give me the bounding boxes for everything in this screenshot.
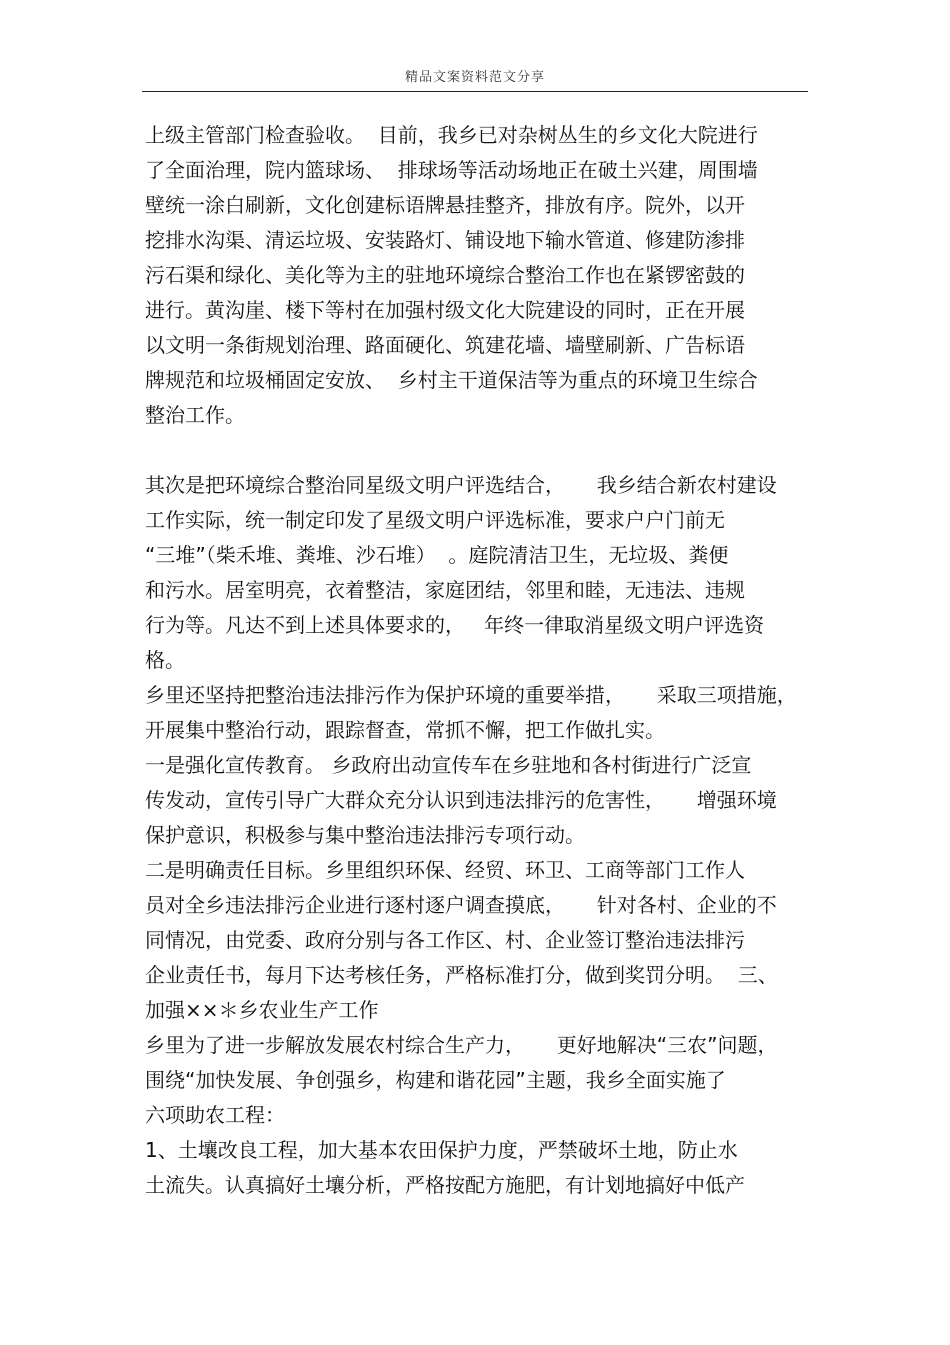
text-line: 乡里为了进一步解放发展农村综合生产力， 更好地解决“三农”问题，: [145, 1033, 778, 1057]
text-line: 其次是把环境综合整治同星级文明户评选结合， 我乡结合新农村建设: [145, 473, 777, 497]
text-line: 以文明一条街规划治理、路面硬化、筑建花墙、墙壁刷新、广告标语: [145, 333, 745, 357]
text-line: 传发动，宣传引导广大群众充分认识到违法排污的危害性， 增强环境: [145, 788, 777, 812]
header-rule: [142, 91, 808, 92]
paragraph-gap: [145, 433, 815, 468]
text-line: 整治工作。: [145, 403, 245, 427]
text-line: 污石渠和绿化、美化等为主的驻地环境综合整治工作也在紧锣密鼓的: [145, 263, 745, 287]
text-line: 行为等。凡达不到上述具体要求的， 年终一律取消星级文明户评选资: [145, 613, 765, 637]
text-line: 进行。黄沟崖、楼下等村在加强村级文化大院建设的同时，正在开展: [145, 298, 745, 322]
text-line: 加强××＊乡农业生产工作: [145, 998, 379, 1022]
document-body: [145, 118, 815, 1203]
text-line: 挖排水沟渠、清运垃圾、安装路灯、铺设地下输水管道、修建防渗排: [145, 228, 745, 252]
text-line: 员对全乡违法排污企业进行逐村逐户调查摸底， 针对各村、企业的不: [145, 893, 777, 917]
text-line: 格。: [145, 648, 185, 672]
text-line: 企业责任书，每月下达考核任务，严格标准打分，做到奖罚分明。 三、: [145, 963, 778, 987]
text-line: 围绕“加快发展、争创强乡，构建和谐花园”主题，我乡全面实施了: [145, 1068, 726, 1092]
text-line: 保护意识，积极参与集中整治违法排污专项行动。: [145, 823, 585, 847]
text-line: 同情况，由党委、政府分别与各工作区、村、企业签订整治违法排污: [145, 928, 745, 952]
text-line: 土流失。认真搞好土壤分析，严格按配方施肥，有计划地搞好中低产: [145, 1173, 745, 1197]
text-line: “三堆”（柴禾堆、粪堆、沙石堆） 。庭院清洁卫生，无垃圾、粪便: [145, 543, 729, 567]
text-line: 开展集中整治行动，跟踪督查，常抓不懈，把工作做扎实。: [145, 718, 665, 742]
text-line: 壁统一涂白刷新，文化创建标语牌悬挂整齐，排放有序。院外，以开: [145, 193, 745, 217]
text-line: 上级主管部门检查验收。 目前，我乡已对杂树丛生的乡文化大院进行: [145, 123, 758, 147]
text-line: 六项助农工程：: [145, 1103, 285, 1127]
text-line: 1、土壤改良工程，加大基本农田保护力度，严禁破坏土地，防止水: [145, 1138, 738, 1162]
text-line: 和污水。居室明亮，衣着整洁，家庭团结，邻里和睦，无违法、违规: [145, 578, 745, 602]
text-line: 一是强化宣传教育。 乡政府出动宣传车在乡驻地和各村街进行广泛宣: [145, 753, 752, 777]
text-line: 牌规范和垃圾桶固定安放、 乡村主干道保洁等为重点的环境卫生综合: [145, 368, 758, 392]
text-line: 工作实际，统一制定印发了星级文明户评选标准，要求户户门前无: [145, 508, 725, 532]
text-line: 乡里还坚持把整治违法排污作为保护环境的重要举措， 采取三项措施，: [145, 683, 797, 707]
text-line: 了全面治理，院内篮球场、 排球场等活动场地正在破土兴建，周围墙: [145, 158, 758, 182]
page-header: 精品文案资料范文分享: [404, 70, 545, 85]
text-line: 二是明确责任目标。乡里组织环保、经贸、环卫、工商等部门工作人: [145, 858, 745, 882]
